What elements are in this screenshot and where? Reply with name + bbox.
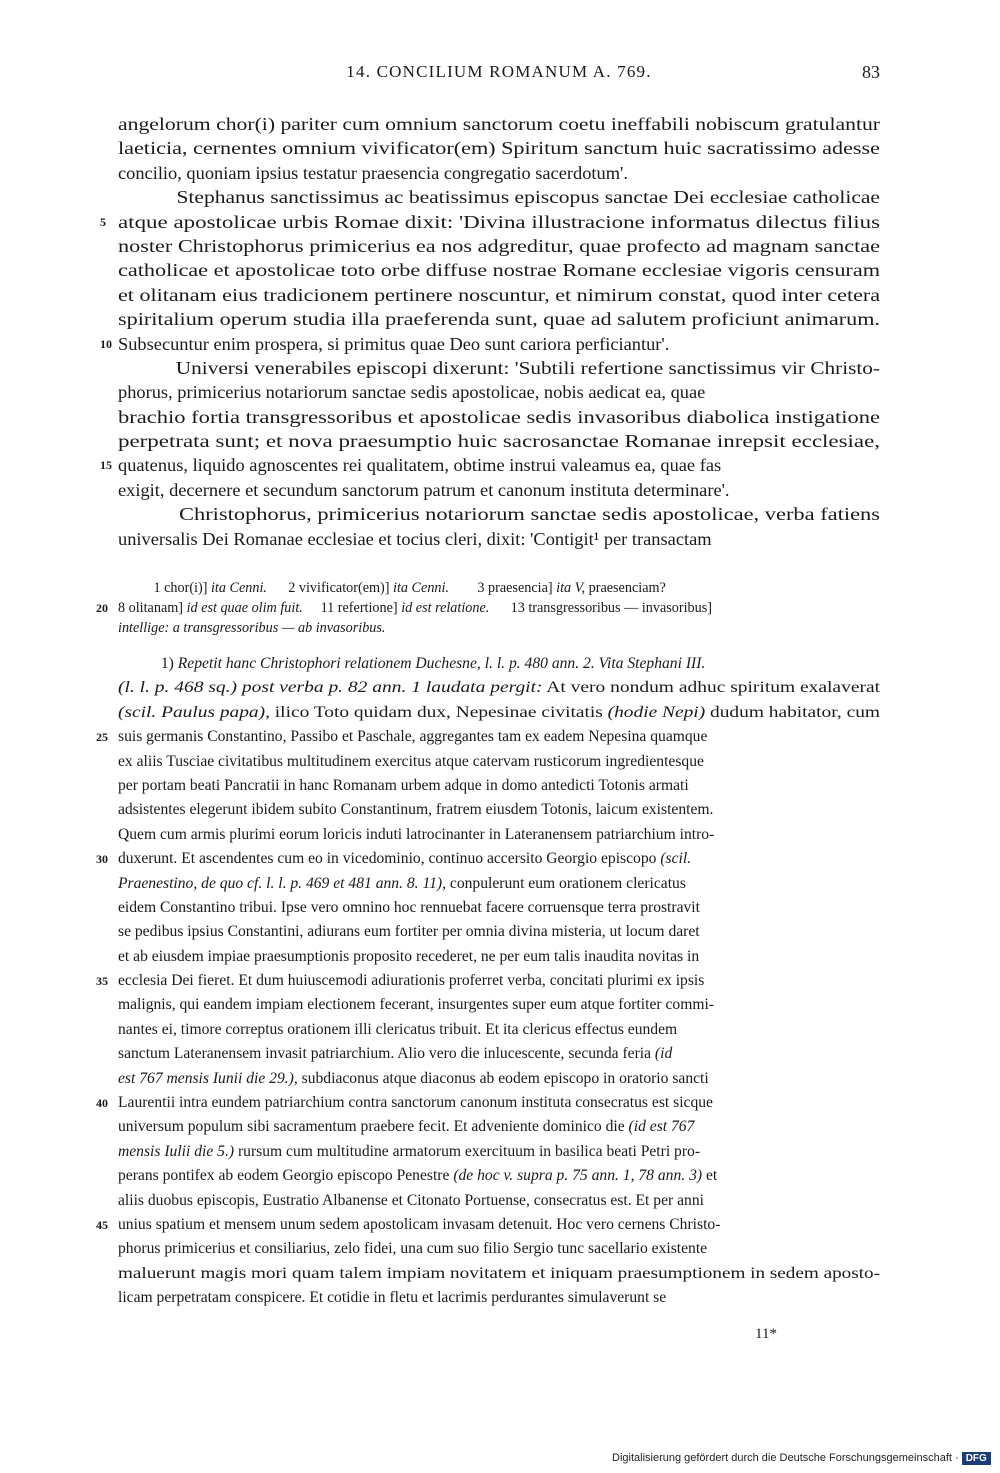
line-number: 25: [96, 730, 108, 745]
page-number: 83: [862, 62, 880, 82]
line-number: 35: [96, 974, 108, 989]
line-text: unius spatium et mensem unum sedem apostolicam invasam detenuit. Hoc vero cernens Christo-: [118, 1215, 721, 1233]
line-text: duxerunt. Et ascendentes cum eo in vicedominio, continuo accersito Georgio episcopo (scil.: [118, 850, 692, 868]
line-text: Stephanus sanctissimus ac beatissimus episcopus sanctae Dei ecclesiae catholicae: [176, 187, 880, 208]
footnote-line: [96, 847, 880, 871]
line-text: spiritalium operum studia illa praeferenda sunt, quae ad salutem proficiunt animarum.: [118, 309, 880, 330]
line-text: 1) Repetit hanc Christophori relationem Duchesne, l. l. p. 480 ann. 2. Vita Stephani III.: [118, 655, 706, 672]
line-number: 40: [96, 1096, 108, 1111]
text-line: [118, 161, 880, 185]
line-text: Praenestino, de quo cf. l. l. p. 469 et 481 ann. 8. 11), conpulerunt eum orationem clericatus: [118, 874, 686, 892]
line-text: (scil. Paulus papa), ilico Toto quidam dux, Nepesinae civitatis (hodie Nepi) dudum habitator, cum: [118, 703, 881, 721]
footnote-line: [118, 896, 880, 920]
line-text: maluerunt magis mori quam talem impiam novitatem et iniquam praesumptionem in sedem aposto-: [118, 1264, 880, 1282]
text-line: [118, 283, 880, 307]
line-text: laeticia, cernentes omnium vivificator(em) Spiritum sanctum huic sacratissimo adesse: [118, 138, 880, 159]
line-text: Quem cum armis plurimi eorum loricis induti latrocinanter in Lateranensem patriarchium intro-: [118, 825, 715, 843]
apparatus-line: [118, 618, 880, 638]
line-text: Subsecuntur enim prospera, si primitus quae Deo sunt cariora perficiantur'.: [118, 333, 670, 354]
footnote-line: [118, 945, 880, 969]
footnote-line: [118, 1286, 880, 1310]
footnote-line: [118, 920, 880, 944]
line-text: et olitanam eius tradicionem pertinere noscuntur, et nimirum constat, quod inter cetera: [118, 284, 881, 305]
line-text: malignis, qui eandem impiam electionem fecerant, insurgentes super eum atque fortiter commi-: [118, 996, 714, 1014]
footnote-line: [96, 1091, 880, 1115]
footnote-line: [118, 676, 880, 700]
line-text: 8 olitanam] id est quae olim fuit. 11 refertione] id est relatione. 13 transgressoribus — invasoribus]: [118, 600, 712, 616]
running-title: 14. CONCILIUM ROMANUM A. 769.: [346, 62, 652, 81]
line-text: adsistentes elegerunt ibidem subito Constantinum, fratrem eiusdem Totonis, laicum existentem.: [118, 801, 714, 819]
footnote-line: [118, 1042, 880, 1066]
text-line: [100, 453, 880, 477]
footnote-line: [118, 1237, 880, 1261]
line-text: et ab eiusdem impiae praesumptionis proposito recederet, ne per eum talis inaudita novitas in: [118, 947, 700, 965]
text-line: [118, 185, 880, 209]
line-text: per portam beati Pancratii in hanc Romanam urbem adque in domo antedicti Totonis armati: [118, 776, 689, 794]
footnote-line: [118, 1140, 880, 1164]
footnote-line: [96, 1213, 880, 1237]
text-line: [118, 380, 880, 404]
footnote-line: [118, 823, 880, 847]
footnote-text: [96, 652, 881, 1311]
line-number: 30: [96, 852, 108, 867]
line-text: Laurentii intra eundem patriarchium contra sanctorum canonum instituta consecratus est sicque: [118, 1094, 713, 1112]
footnote-line: [118, 993, 880, 1017]
text-line: [118, 478, 880, 502]
apparatus-line: [96, 598, 880, 618]
footnote-line: [118, 1018, 880, 1042]
text-line: [100, 210, 881, 234]
footnote-line: [118, 798, 880, 822]
text-line: [118, 429, 880, 453]
line-text: universum populum sibi sacramentum praebere fecit. Et adveniente dominico die (id est 767: [118, 1118, 695, 1136]
running-header: [118, 62, 880, 92]
line-text: intellige: a transgressoribus — ab invasoribus.: [118, 620, 386, 636]
text-line: [118, 136, 880, 160]
line-text: eidem Constantino tribui. Ipse vero omnino hoc rennuebat facere corruensque terra prostravit: [118, 898, 700, 916]
text-line: [118, 234, 880, 258]
line-text: perans pontifex ab eodem Georgio episcopo Penestre (de hoc v. supra p. 75 ann. 1, 78 ann. 3) et: [118, 1167, 718, 1185]
footnote-line: [118, 872, 880, 896]
main-text: [100, 112, 881, 551]
footnote-line: [118, 774, 880, 798]
critical-apparatus: [96, 578, 880, 638]
footnote-line: [118, 652, 880, 676]
line-text: exigit, decernere et secundum sanctorum patrum et canonum instituta determinare'.: [118, 479, 730, 500]
line-text: licam perpetratam conspicere. Et cotidie in fletu et lacrimis perdurantes simulaverunt se: [118, 1289, 667, 1307]
line-text: se pedibus ipsius Constantini, adiurans eum fortiter per omnia divina misteria, ut locum daret: [118, 923, 700, 941]
footnote-line: [96, 725, 880, 749]
line-text: perpetrata sunt; et nova praesumptio huic sacrosanctae Romanae inrepsit ecclesiae,: [118, 431, 881, 452]
line-number: 15: [100, 458, 112, 473]
line-text: est 767 mensis Iunii die 29.), subdiaconus atque diaconus ab eodem episcopo in oratorio sancti: [118, 1069, 709, 1087]
line-text: Christophorus, primicerius notariorum sanctae sedis apostolicae, verba fatiens: [179, 504, 881, 525]
line-text: nantes ei, timore correptus orationem illi clericatus tribuit. Et ita clericus effectus eundem: [118, 1020, 678, 1038]
dfg-credit: [612, 1452, 991, 1465]
footnote-line: [118, 701, 880, 725]
line-text: quatenus, liquido agnoscentes rei qualitatem, obtime instrui valeamus ea, quae fas: [118, 455, 722, 476]
line-text: (l. l. p. 468 sq.) post verba p. 82 ann. 1 laudata pergit: At vero nondum adhuc spiritum exalaverat: [118, 679, 881, 697]
line-number: 10: [100, 336, 112, 351]
line-text: catholicae et apostolicae toto orbe diffuse nostrae Romane ecclesiae vigoris censuram: [118, 260, 880, 281]
text-line: [118, 405, 880, 429]
apparatus-line: [118, 578, 880, 598]
footnote-line: [118, 1164, 880, 1188]
footnote-line: [118, 1115, 880, 1139]
text-line: [100, 332, 880, 356]
line-text: Universi venerabiles episcopi dixerunt: 'Subtili refertione sanctissimus vir Christo-: [175, 357, 881, 378]
text-line: [118, 112, 880, 136]
footnote-line: [118, 750, 880, 774]
line-text: sanctum Lateranensem invasit patriarchium. Alio vero die inlucescente, secunda feria (id: [118, 1045, 673, 1063]
line-text: ex aliis Tusciae civitatibus multitudinem exercitus atque catervam rusticorum ingredientesque: [118, 752, 704, 770]
line-text: suis germanis Constantino, Passibo et Paschale, aggregantes tam ex eadem Nepesina quamque: [118, 728, 708, 746]
dfg-logo: DFG: [962, 1452, 991, 1465]
line-text: 1 chor(i)] ita Cenni. 2 vivificator(em)] ita Cenni. 3 praesencia] ita V, praesenciam?: [118, 580, 666, 596]
footnote-line: [118, 1189, 880, 1213]
footnote-line: [96, 969, 880, 993]
line-text: ecclesia Dei fieret. Et dum huiuscemodi adiurationis proferret verba, concitati plurimi ex ipsis: [118, 972, 705, 990]
line-text: aliis duobus episcopis, Eustratio Albanense et Citonato Portuense, consecratus est. Et per anni: [118, 1191, 704, 1209]
text-line: [118, 527, 880, 551]
line-text: brachio fortia transgressoribus et apostolicae sedis invasoribus diabolica instigatione: [118, 406, 881, 427]
line-text: atque apostolicae urbis Romae dixit: 'Divina illustracione informatus dilectus filius: [118, 211, 881, 232]
line-number: 45: [96, 1217, 108, 1232]
dfg-credit-text: Digitalisierung gefördert durch die Deutsche Forschungsgemeinschaft ·: [612, 1452, 959, 1464]
line-text: phorus, primicerius notariorum sanctae sedis apostolicae, nobis aedicat ea, quae: [118, 382, 706, 403]
line-text: angelorum chor(i) pariter cum omnium sanctorum coetu ineffabili nobiscum gratulantur: [118, 114, 881, 134]
text-line: [118, 258, 880, 282]
line-text: universalis Dei Romanae ecclesiae et tocius cleri, dixit: 'Contigit¹ per transactam: [118, 528, 712, 549]
signature-mark: 11*: [755, 1326, 777, 1342]
footnote-line: [118, 1067, 880, 1091]
line-text: noster Christophorus primicerius ea nos adgreditur, quae profecto ad magnam sanctae: [118, 235, 880, 256]
text-line: [118, 502, 880, 526]
text-line: [118, 307, 880, 331]
footnote-line: [118, 1262, 880, 1286]
line-number: 20: [96, 601, 108, 615]
line-text: mensis Iulii die 5.) rursum cum multitudine armatorum exercituum in basilica beati Petri pro-: [118, 1142, 701, 1160]
line-number: 5: [100, 214, 106, 229]
line-text: phorus primicerius et consiliarius, zelo fidei, una cum suo filio Sergio tunc sacellario existente: [118, 1240, 708, 1258]
line-text: concilio, quoniam ipsius testatur praesencia congregatio sacerdotum'.: [118, 162, 628, 183]
text-line: [118, 356, 880, 380]
